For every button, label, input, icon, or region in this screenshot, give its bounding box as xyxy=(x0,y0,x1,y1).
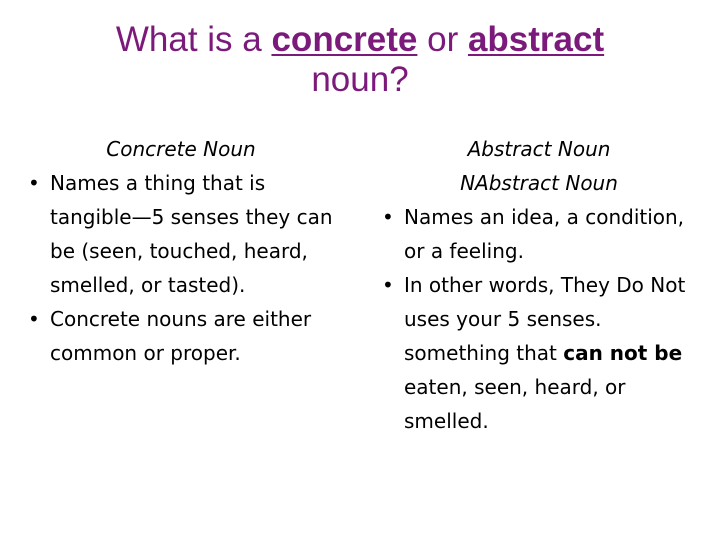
concrete-noun-column xyxy=(20,132,342,370)
abstract-bullet-1: • Names an idea, a condition, or a feeling. xyxy=(374,200,704,268)
abstract-noun-heading: Abstract Noun xyxy=(467,137,611,161)
concrete-bullet-2: • Concrete nouns are either common or proper. xyxy=(20,302,342,370)
abstract-extra-after: eaten, seen, heard, or smelled. xyxy=(404,375,626,433)
concrete-noun-list xyxy=(20,166,342,370)
abstract-bullet-2: • In other words, They Do Not uses your 5 senses. xyxy=(374,268,704,336)
abstract-noun-subheading: NAbstract Noun xyxy=(460,171,618,195)
title-keyword-concrete: concrete xyxy=(271,20,418,59)
concrete-bullet-1: • Names a thing that is tangible—5 senses they can be (seen, touched, heard, smelled, or tasted). xyxy=(20,166,342,302)
title-keyword-abstract: abstract xyxy=(467,20,605,59)
abstract-extra-text xyxy=(374,336,704,438)
abstract-extra-before: something that xyxy=(404,341,564,365)
title-prefix: What is a xyxy=(115,20,272,59)
title-middle: or xyxy=(417,20,468,59)
slide-title xyxy=(40,20,680,100)
abstract-extra-bold: can not be xyxy=(563,341,683,365)
concrete-noun-heading: Concrete Noun xyxy=(106,137,256,161)
title-line-2: noun? xyxy=(311,60,409,99)
abstract-noun-column xyxy=(374,132,704,438)
abstract-noun-list xyxy=(374,200,704,336)
